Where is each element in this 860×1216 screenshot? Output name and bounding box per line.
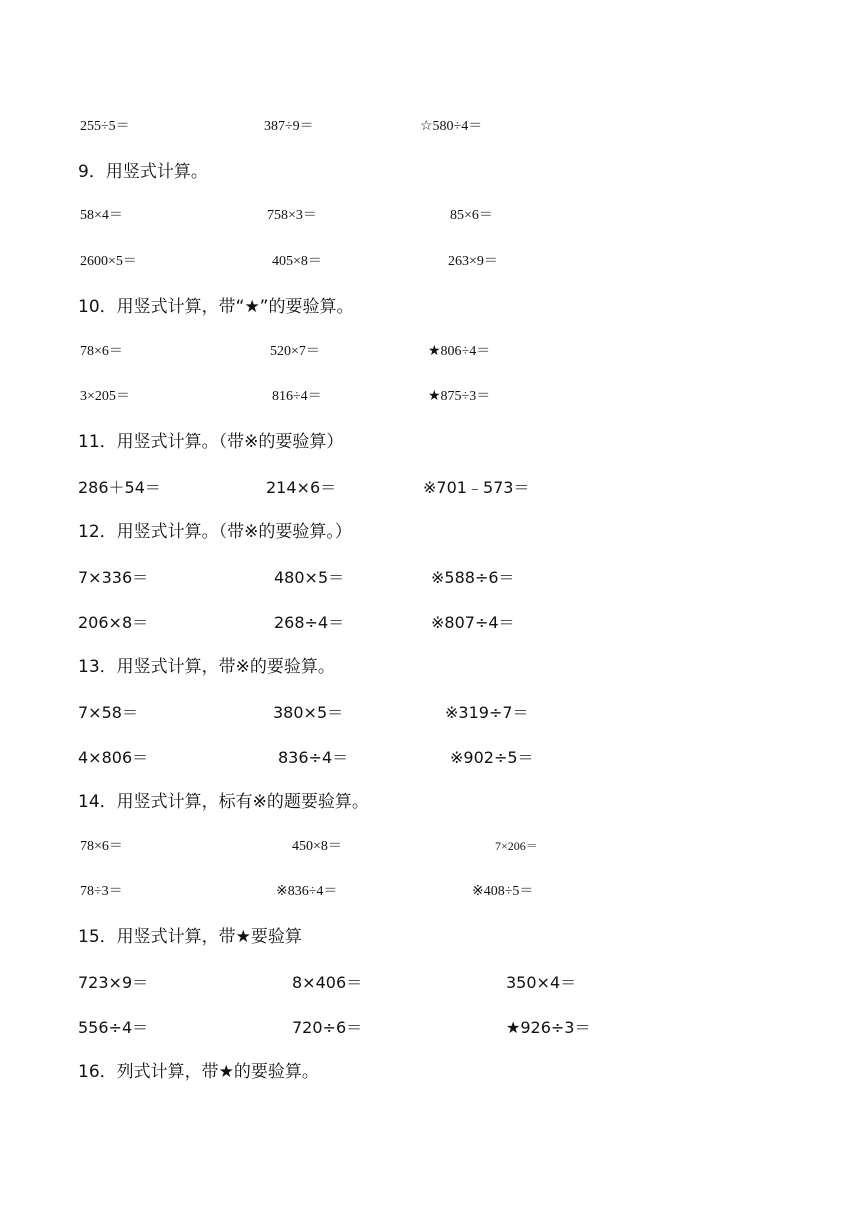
problem: 7×58＝ <box>78 703 138 722</box>
problem: 206×8＝ <box>78 613 149 632</box>
problem: 816÷4＝ <box>272 389 322 404</box>
problem: ★926÷3＝ <box>506 1018 591 1037</box>
problem: 214×6＝ <box>266 478 337 497</box>
problem: 758×3＝ <box>267 208 317 223</box>
problem: 78÷3＝ <box>80 884 123 899</box>
problem: ※836÷4＝ <box>276 884 338 899</box>
question-12-heading: 12．用竖式计算。（带※的要验算。） <box>78 522 352 542</box>
problem: 58×4＝ <box>80 208 123 223</box>
problem: 836÷4＝ <box>278 748 349 767</box>
problem: 286＋54＝ <box>78 478 161 497</box>
problem: ☆580÷4＝ <box>420 119 483 134</box>
problem: 2600×5＝ <box>80 254 137 269</box>
question-13-heading: 13．用竖式计算，带※的要验算。 <box>78 657 335 677</box>
problem: 387÷9＝ <box>264 119 314 134</box>
problem: ※807÷4＝ <box>431 613 515 632</box>
problem: ※701﹣573＝ <box>423 478 530 497</box>
problem: 4×806＝ <box>78 748 149 767</box>
question-15-heading: 15．用竖式计算，带★要验算 <box>78 927 302 947</box>
question-11-heading: 11．用竖式计算。（带※的要验算） <box>78 432 344 452</box>
problem: ★875÷3＝ <box>428 389 491 404</box>
problem: 8×406＝ <box>292 973 363 992</box>
problem: 268÷4＝ <box>274 613 345 632</box>
problem: ★806÷4＝ <box>428 344 491 359</box>
problem: 723×9＝ <box>78 973 149 992</box>
problem: ※408÷5＝ <box>472 884 534 899</box>
problem: 78×6＝ <box>80 839 123 854</box>
problem: 380×5＝ <box>273 703 344 722</box>
problem: 3×205＝ <box>80 389 130 404</box>
question-16-heading: 16．列式计算，带★的要验算。 <box>78 1062 319 1082</box>
problem: 255÷5＝ <box>80 119 130 134</box>
problem: 263×9＝ <box>448 254 498 269</box>
problem: 520×7＝ <box>270 344 320 359</box>
problem: ※588÷6＝ <box>431 568 515 587</box>
problem: ※902÷5＝ <box>450 748 534 767</box>
question-10-heading: 10．用竖式计算，带“★”的要验算。 <box>78 297 354 317</box>
question-14-heading: 14．用竖式计算，标有※的题要验算。 <box>78 792 369 812</box>
problem: 720÷6＝ <box>292 1018 363 1037</box>
problem: 556÷4＝ <box>78 1018 149 1037</box>
problem: 480×5＝ <box>274 568 345 587</box>
problem: 405×8＝ <box>272 254 322 269</box>
problem: 7×336＝ <box>78 568 149 587</box>
problem: 78×6＝ <box>80 344 123 359</box>
question-9-heading: 9．用竖式计算。 <box>78 162 208 182</box>
problem: ※319÷7＝ <box>445 703 529 722</box>
problem: 85×6＝ <box>450 208 493 223</box>
problem: 350×4＝ <box>506 973 577 992</box>
problem: 450×8＝ <box>292 839 342 854</box>
problem: 7×206＝ <box>495 839 538 853</box>
